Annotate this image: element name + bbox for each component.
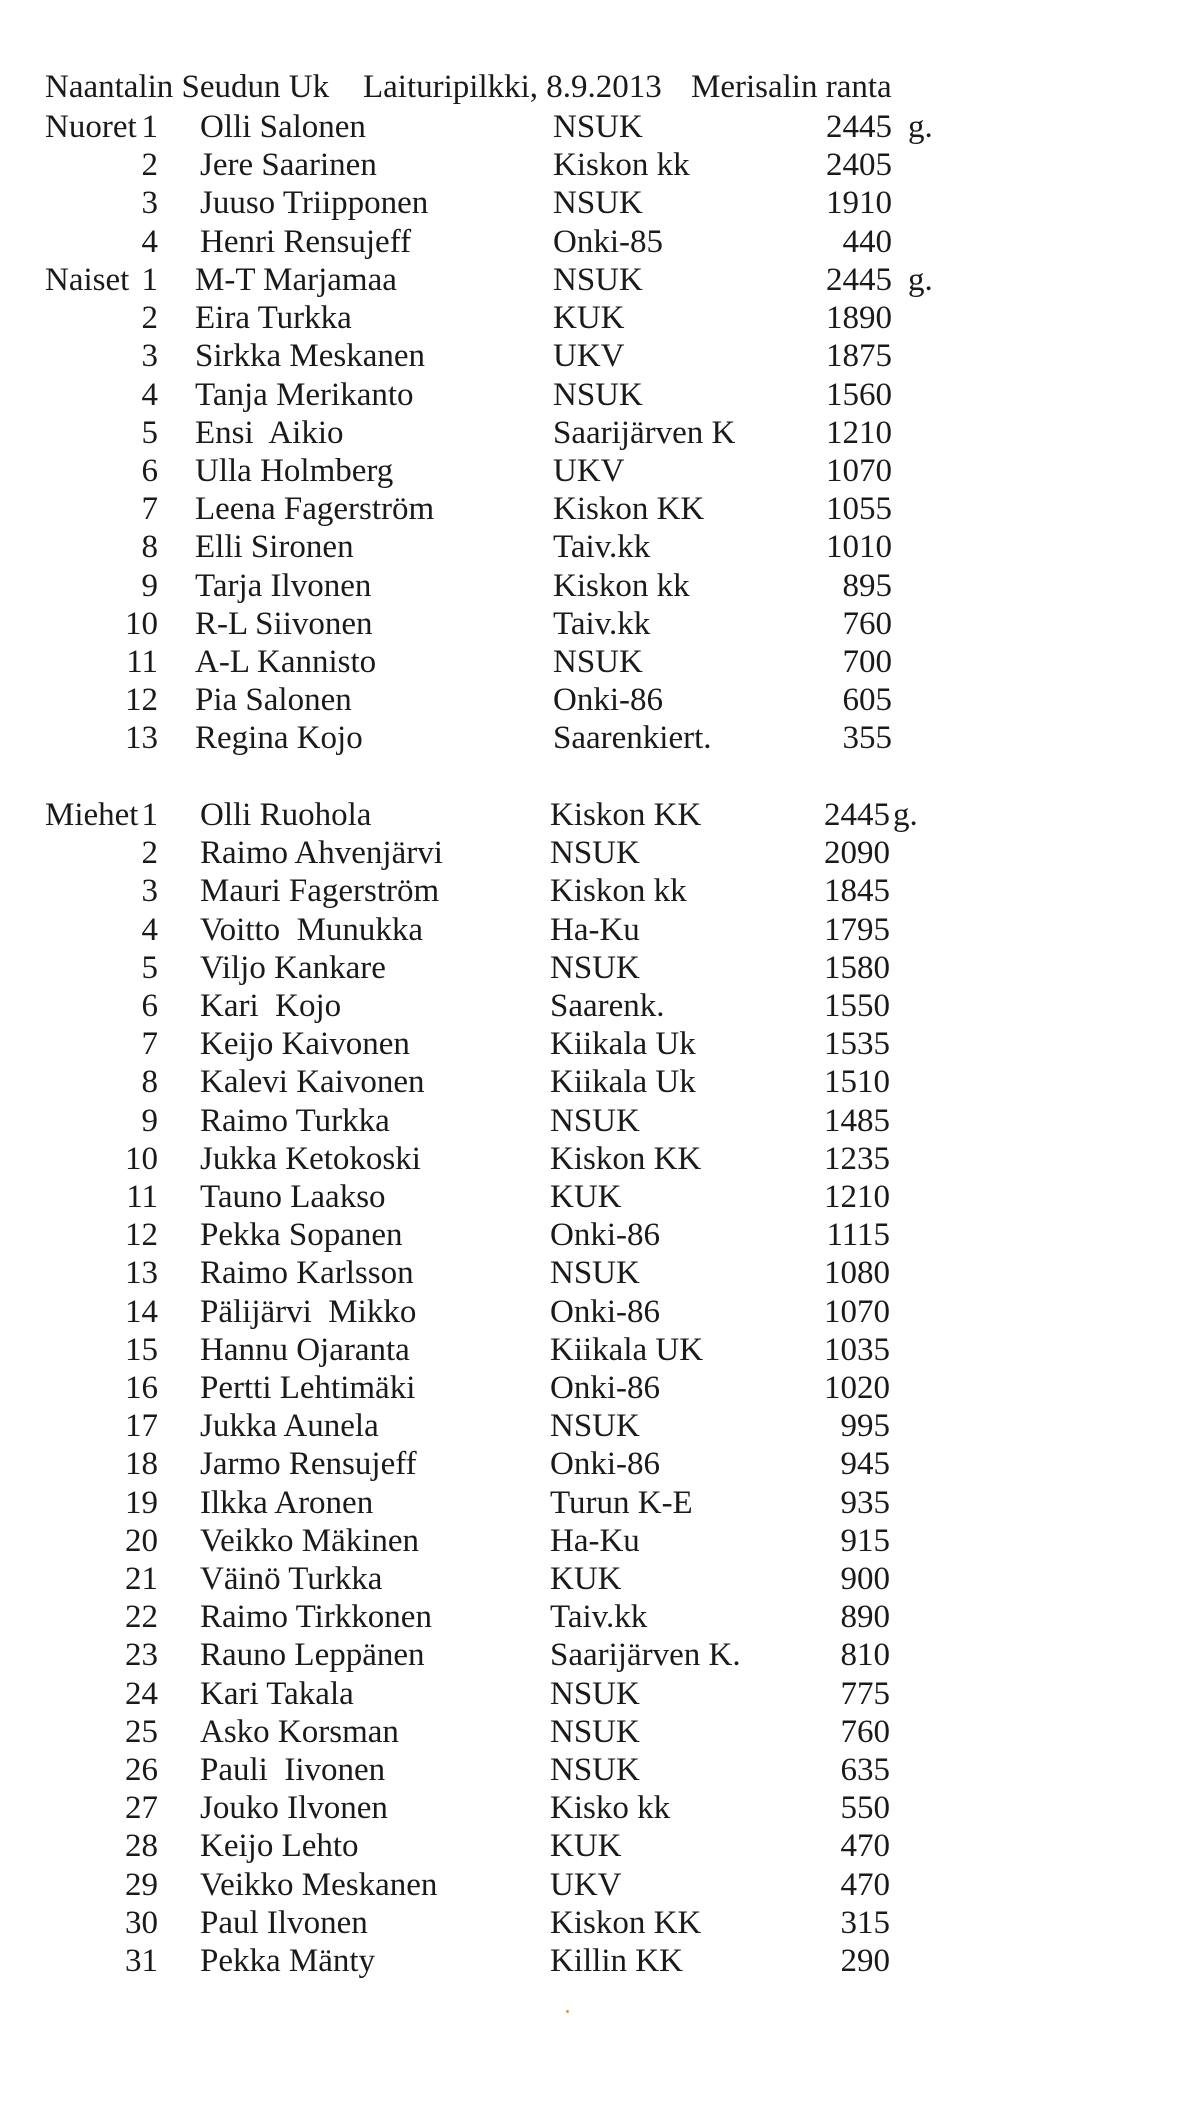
catch-weight: 1210 — [824, 1179, 890, 1215]
rank-number: 12 — [125, 1217, 158, 1253]
competitor-name: Jouko Ilvonen — [200, 1790, 388, 1826]
catch-weight: 550 — [840, 1790, 890, 1826]
catch-weight: 1875 — [826, 338, 892, 374]
club-name: NSUK — [550, 835, 640, 871]
competitor-name: Keijo Kaivonen — [200, 1026, 410, 1062]
rank-number: 1 — [141, 797, 158, 833]
club-name: NSUK — [550, 1103, 640, 1139]
catch-weight: 995 — [840, 1408, 890, 1444]
result-row — [0, 261, 1184, 299]
competitor-name: Väinö Turkka — [200, 1561, 383, 1597]
club-name: NSUK — [550, 1676, 640, 1712]
catch-weight: 1115 — [826, 1217, 890, 1253]
catch-weight: 635 — [840, 1752, 890, 1788]
competitor-name: Elli Sironen — [195, 529, 354, 565]
club-name: Onki-86 — [550, 1294, 660, 1330]
rank-number: 1 — [141, 262, 158, 298]
rank-number: 10 — [125, 606, 158, 642]
rank-number: 1 — [141, 109, 158, 145]
catch-weight: 895 — [842, 568, 892, 604]
competitor-name: Pekka Sopanen — [200, 1217, 403, 1253]
result-row — [0, 1484, 1184, 1522]
result-row — [0, 108, 1184, 146]
club-name: Kiikala UK — [550, 1332, 704, 1368]
rank-number: 8 — [141, 529, 158, 565]
result-row — [0, 1102, 1184, 1140]
rank-number: 22 — [125, 1599, 158, 1635]
club-name: Kiskon kk — [550, 873, 687, 909]
competitor-name: R-L Siivonen — [195, 606, 373, 642]
competitor-name: Keijo Lehto — [200, 1828, 359, 1864]
rank-number: 8 — [141, 1064, 158, 1100]
rank-number: 2 — [141, 835, 158, 871]
club-name: UKV — [553, 338, 625, 374]
catch-weight: 1010 — [826, 529, 892, 565]
rank-number: 2 — [141, 147, 158, 183]
club-name: KUK — [550, 1828, 622, 1864]
result-row — [0, 681, 1184, 719]
rank-number: 13 — [125, 1255, 158, 1291]
club-name: NSUK — [550, 1752, 640, 1788]
rank-number: 12 — [125, 682, 158, 718]
rank-number: 28 — [125, 1828, 158, 1864]
result-row — [0, 299, 1184, 337]
club-name: Kiskon KK — [550, 1905, 702, 1941]
club-name: Taiv.kk — [553, 606, 651, 642]
competitor-name: Ilkka Aronen — [200, 1485, 374, 1521]
competitor-name: Pauli Iivonen — [200, 1752, 386, 1788]
rank-number: 4 — [141, 224, 158, 260]
competitor-name: Tanja Merikanto — [195, 377, 414, 413]
catch-weight: 440 — [842, 224, 892, 260]
club-name: NSUK — [553, 109, 643, 145]
club-name: Onki-85 — [553, 224, 663, 260]
club-name: Kiskon kk — [553, 147, 690, 183]
competitor-name: M-T Marjamaa — [195, 262, 397, 298]
club-name: Turun K-E — [550, 1485, 693, 1521]
catch-weight: 1035 — [824, 1332, 890, 1368]
rank-number: 19 — [125, 1485, 158, 1521]
club-name: NSUK — [553, 377, 643, 413]
rank-number: 9 — [141, 1103, 158, 1139]
rank-number: 26 — [125, 1752, 158, 1788]
catch-weight: 935 — [840, 1485, 890, 1521]
rank-number: 11 — [126, 1179, 158, 1215]
competitor-name: Tauno Laakso — [200, 1179, 386, 1215]
catch-weight: 355 — [842, 720, 892, 756]
result-row — [0, 643, 1184, 681]
catch-weight: 775 — [840, 1676, 890, 1712]
rank-number: 5 — [141, 415, 158, 451]
competitor-name: Eira Turkka — [195, 300, 352, 336]
competitor-name: Raimo Turkka — [200, 1103, 390, 1139]
catch-weight: 470 — [840, 1828, 890, 1864]
catch-weight: 2405 — [826, 147, 892, 183]
competitor-name: A-L Kannisto — [195, 644, 377, 680]
result-row — [0, 1445, 1184, 1483]
catch-weight: 1485 — [824, 1103, 890, 1139]
catch-weight: 1890 — [826, 300, 892, 336]
competitor-name: Pekka Mänty — [200, 1943, 376, 1979]
catch-weight: 290 — [840, 1943, 890, 1979]
result-row — [0, 796, 1184, 834]
weight-unit: g. — [908, 109, 933, 145]
result-row — [0, 1789, 1184, 1827]
rank-number: 17 — [125, 1408, 158, 1444]
competitor-name: Olli Salonen — [200, 109, 366, 145]
result-row — [0, 1866, 1184, 1904]
competitor-name: Jere Saarinen — [200, 147, 377, 183]
club-name: Saarenkiert. — [553, 720, 712, 756]
rank-number: 29 — [125, 1867, 158, 1903]
catch-weight: 700 — [842, 644, 892, 680]
club-name: Kisko kk — [550, 1790, 671, 1826]
competitor-name: Raimo Karlsson — [200, 1255, 414, 1291]
competitor-name: Veikko Meskanen — [200, 1867, 438, 1903]
club-name: Ha-Ku — [550, 1523, 640, 1559]
result-row — [0, 605, 1184, 643]
competitor-name: Juuso Triipponen — [200, 185, 429, 221]
competitor-name: Kari Kojo — [200, 988, 342, 1024]
catch-weight: 1055 — [826, 491, 892, 527]
club-name: Onki-86 — [550, 1446, 660, 1482]
result-row — [0, 1293, 1184, 1331]
result-row — [0, 567, 1184, 605]
result-row — [0, 184, 1184, 222]
club-name: NSUK — [553, 185, 643, 221]
result-row — [0, 1216, 1184, 1254]
club-name: Kiskon KK — [550, 1141, 702, 1177]
competitor-name: Kari Takala — [200, 1676, 354, 1712]
club-name: Ha-Ku — [550, 912, 640, 948]
catch-weight: 1070 — [826, 453, 892, 489]
weight-unit: g. — [893, 797, 918, 833]
competitor-name: Jarmo Rensujeff — [200, 1446, 417, 1482]
result-row — [0, 1560, 1184, 1598]
club-name: UKV — [550, 1867, 622, 1903]
rank-number: 7 — [141, 1026, 158, 1062]
competitor-name: Pälijärvi Mikko — [200, 1294, 417, 1330]
rank-number: 30 — [125, 1905, 158, 1941]
result-row — [0, 911, 1184, 949]
result-row — [0, 834, 1184, 872]
rank-number: 20 — [125, 1523, 158, 1559]
rank-number: 18 — [125, 1446, 158, 1482]
club-name: KUK — [550, 1179, 622, 1215]
result-row — [0, 223, 1184, 261]
result-row — [0, 1140, 1184, 1178]
club-name: Onki-86 — [550, 1217, 660, 1253]
rank-number: 2 — [141, 300, 158, 336]
rank-number: 23 — [125, 1637, 158, 1673]
competitor-name: Voitto Munukka — [200, 912, 424, 948]
result-row — [0, 146, 1184, 184]
result-row — [0, 719, 1184, 757]
result-row — [0, 337, 1184, 375]
catch-weight: 1560 — [826, 377, 892, 413]
competitor-name: Raimo Ahvenjärvi — [200, 835, 443, 871]
catch-weight: 1070 — [824, 1294, 890, 1330]
competitor-name: Sirkka Meskanen — [195, 338, 426, 374]
result-row — [0, 376, 1184, 414]
catch-weight: 1910 — [826, 185, 892, 221]
club-name: NSUK — [553, 262, 643, 298]
catch-weight: 605 — [842, 682, 892, 718]
club-name: Taiv.kk — [550, 1599, 648, 1635]
club-name: NSUK — [550, 1714, 640, 1750]
catch-weight: 810 — [840, 1637, 890, 1673]
rank-number: 25 — [125, 1714, 158, 1750]
category-label: Nuoret — [45, 109, 137, 145]
club-name: Onki-86 — [550, 1370, 660, 1406]
rank-number: 4 — [141, 912, 158, 948]
result-row — [0, 1522, 1184, 1560]
catch-weight: 1535 — [824, 1026, 890, 1062]
catch-weight: 1550 — [824, 988, 890, 1024]
competitor-name: Regina Kojo — [195, 720, 363, 756]
result-row — [0, 1407, 1184, 1445]
club-name: UKV — [553, 453, 625, 489]
competitor-name: Henri Rensujeff — [200, 224, 412, 260]
rank-number: 7 — [141, 491, 158, 527]
catch-weight: 1510 — [824, 1064, 890, 1100]
weight-unit: g. — [908, 262, 933, 298]
catch-weight: 945 — [840, 1446, 890, 1482]
result-row — [0, 1178, 1184, 1216]
club-name: Killin KK — [550, 1943, 683, 1979]
category-label: Miehet — [45, 797, 139, 833]
result-row — [0, 1751, 1184, 1789]
competitor-name: Asko Korsman — [200, 1714, 399, 1750]
catch-weight: 890 — [840, 1599, 890, 1635]
result-row — [0, 872, 1184, 910]
rank-number: 4 — [141, 377, 158, 413]
club-name: Saarenk. — [550, 988, 665, 1024]
competitor-name: Mauri Fagerström — [200, 873, 440, 909]
scan-speck — [566, 2010, 569, 2013]
club-name: NSUK — [550, 950, 640, 986]
club-name: NSUK — [553, 644, 643, 680]
rank-number: 10 — [125, 1141, 158, 1177]
catch-weight: 1235 — [824, 1141, 890, 1177]
rank-number: 13 — [125, 720, 158, 756]
result-row — [0, 1254, 1184, 1292]
result-row — [0, 1331, 1184, 1369]
rank-number: 27 — [125, 1790, 158, 1826]
catch-weight: 2090 — [824, 835, 890, 871]
result-row — [0, 1063, 1184, 1101]
competitor-name: Olli Ruohola — [200, 797, 372, 833]
catch-weight: 760 — [842, 606, 892, 642]
club-name: Taiv.kk — [553, 529, 651, 565]
competitor-name: Hannu Ojaranta — [200, 1332, 410, 1368]
competitor-name: Viljo Kankare — [200, 950, 386, 986]
catch-weight: 2445 — [826, 109, 892, 145]
result-row — [0, 1942, 1184, 1980]
competitor-name: Jukka Ketokoski — [200, 1141, 421, 1177]
competitor-name: Tarja Ilvonen — [195, 568, 372, 604]
club-name: Saarijärven K — [553, 415, 736, 451]
rank-number: 31 — [125, 1943, 158, 1979]
catch-weight: 1080 — [824, 1255, 890, 1291]
catch-weight: 900 — [840, 1561, 890, 1597]
catch-weight: 2445 — [826, 262, 892, 298]
rank-number: 3 — [141, 338, 158, 374]
rank-number: 5 — [141, 950, 158, 986]
catch-weight: 1845 — [824, 873, 890, 909]
catch-weight: 1210 — [826, 415, 892, 451]
catch-weight: 2445 — [824, 797, 890, 833]
rank-number: 14 — [125, 1294, 158, 1330]
competitor-name: Pia Salonen — [195, 682, 352, 718]
result-row — [0, 1827, 1184, 1865]
club-name: Onki-86 — [553, 682, 663, 718]
rank-number: 24 — [125, 1676, 158, 1712]
category-label: Naiset — [45, 262, 130, 298]
club-name: Kiikala Uk — [550, 1064, 696, 1100]
catch-weight: 1795 — [824, 912, 890, 948]
rank-number: 16 — [125, 1370, 158, 1406]
result-row — [0, 528, 1184, 566]
competitor-name: Ulla Holmberg — [195, 453, 394, 489]
rank-number: 21 — [125, 1561, 158, 1597]
rank-number: 15 — [125, 1332, 158, 1368]
club-name: Kiikala Uk — [550, 1026, 696, 1062]
event-title: Laituripilkki, 8.9.2013 — [363, 69, 662, 105]
club-name: NSUK — [550, 1255, 640, 1291]
club-name: KUK — [553, 300, 625, 336]
competitor-name: Jukka Aunela — [200, 1408, 379, 1444]
organizer-name: Naantalin Seudun Uk — [45, 69, 330, 105]
competitor-name: Raimo Tirkkonen — [200, 1599, 432, 1635]
rank-number: 6 — [141, 988, 158, 1024]
result-row — [0, 949, 1184, 987]
rank-number: 6 — [141, 453, 158, 489]
competitor-name: Kalevi Kaivonen — [200, 1064, 425, 1100]
result-row — [0, 1369, 1184, 1407]
competitor-name: Veikko Mäkinen — [200, 1523, 420, 1559]
result-row — [0, 1598, 1184, 1636]
result-row — [0, 490, 1184, 528]
catch-weight: 315 — [840, 1905, 890, 1941]
competitor-name: Leena Fagerström — [195, 491, 435, 527]
result-row — [0, 1636, 1184, 1674]
club-name: Saarijärven K. — [550, 1637, 741, 1673]
competitor-name: Paul Ilvonen — [200, 1905, 368, 1941]
competitor-name: Pertti Lehtimäki — [200, 1370, 416, 1406]
rank-number: 9 — [141, 568, 158, 604]
club-name: Kiskon kk — [553, 568, 690, 604]
result-row — [0, 987, 1184, 1025]
result-row — [0, 1904, 1184, 1942]
rank-number: 3 — [141, 873, 158, 909]
result-row — [0, 1675, 1184, 1713]
competitor-name: Ensi Aikio — [195, 415, 344, 451]
club-name: Kiskon KK — [553, 491, 705, 527]
catch-weight: 915 — [840, 1523, 890, 1559]
catch-weight: 1020 — [824, 1370, 890, 1406]
result-row — [0, 452, 1184, 490]
rank-number: 3 — [141, 185, 158, 221]
club-name: Kiskon KK — [550, 797, 702, 833]
catch-weight: 1580 — [824, 950, 890, 986]
club-name: NSUK — [550, 1408, 640, 1444]
catch-weight: 470 — [840, 1867, 890, 1903]
result-row — [0, 1025, 1184, 1063]
catch-weight: 760 — [840, 1714, 890, 1750]
rank-number: 11 — [126, 644, 158, 680]
result-row — [0, 414, 1184, 452]
competitor-name: Rauno Leppänen — [200, 1637, 425, 1673]
result-row — [0, 1713, 1184, 1751]
event-location: Merisalin ranta — [691, 69, 892, 105]
club-name: KUK — [550, 1561, 622, 1597]
